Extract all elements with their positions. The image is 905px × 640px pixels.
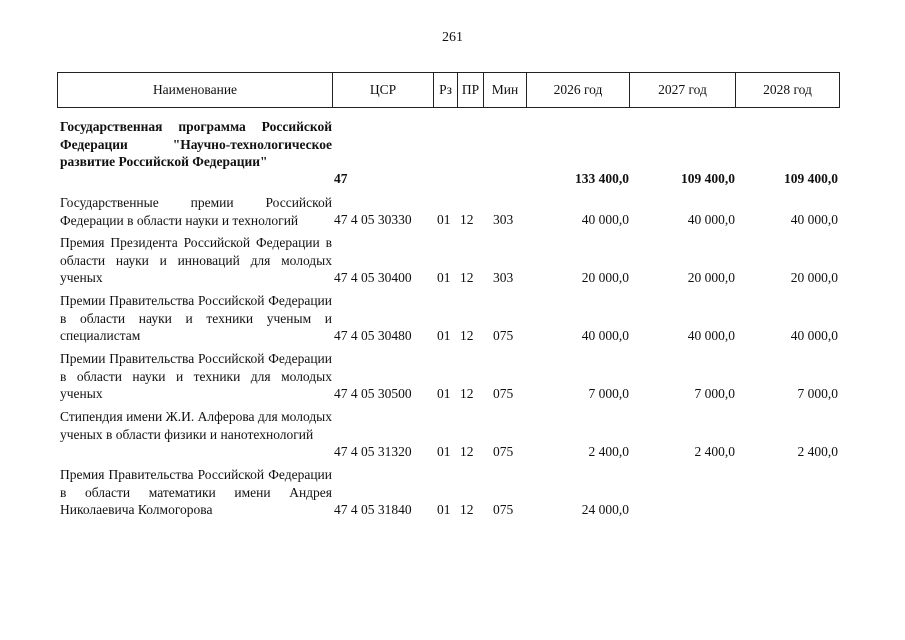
row-csr: 47 4 05 30480 (334, 328, 412, 344)
row-csr: 47 4 05 31320 (334, 444, 412, 460)
row-2028: 109 400,0 (784, 171, 838, 187)
row-csr: 47 4 05 31840 (334, 502, 412, 518)
row-rz: 01 (437, 502, 451, 518)
row-min: 303 (493, 270, 514, 286)
row-2028: 40 000,0 (790, 328, 838, 344)
row-rz: 01 (437, 328, 451, 344)
row-2027: 20 000,0 (687, 270, 735, 286)
row-2028: 40 000,0 (790, 212, 838, 228)
row-name: Премии Правительства Российской Федерации в области науки и техники ученым и специалистам (60, 293, 332, 344)
column-header-rz: Рз (434, 73, 458, 108)
row-2027: 40 000,0 (687, 212, 735, 228)
row-min: 075 (493, 328, 514, 344)
row-min: 075 (493, 386, 514, 402)
row-min: 075 (493, 444, 514, 460)
row-pr: 12 (460, 270, 474, 286)
row-min: 303 (493, 212, 514, 228)
row-csr: 47 (334, 171, 348, 187)
table-row (57, 292, 839, 345)
row-2027: 40 000,0 (687, 328, 735, 344)
row-name: Государственные премии Российской Федерации в области науки и технологий (60, 195, 332, 228)
row-2026: 24 000,0 (581, 502, 629, 518)
row-name: Государственная программа Российской Федерации "Научно-технологическое развитие Российской Федерации" (60, 119, 332, 170)
column-header-2026: 2026 год (527, 73, 630, 108)
row-csr: 47 4 05 30500 (334, 386, 412, 402)
row-name: Премия Правительства Российской Федерации в области математики имени Андрея Николаевича Колмогорова (60, 467, 332, 518)
row-pr: 12 (460, 444, 474, 460)
row-name: Премия Президента Российской Федерации в области науки и инноваций для молодых ученых (60, 235, 332, 286)
row-rz: 01 (437, 386, 451, 402)
column-header-pr: ПР (458, 73, 484, 108)
row-name: Премии Правительства Российской Федерации в области науки и техники для молодых ученых (60, 351, 332, 402)
row-pr: 12 (460, 386, 474, 402)
row-2026: 133 400,0 (575, 171, 629, 187)
table-row (57, 234, 839, 287)
column-header-min: Мин (484, 73, 527, 108)
table-header (57, 72, 840, 108)
table-row (57, 408, 839, 461)
row-2026: 40 000,0 (581, 212, 629, 228)
row-2026: 40 000,0 (581, 328, 629, 344)
row-2026: 2 400,0 (588, 444, 629, 460)
row-2026: 20 000,0 (581, 270, 629, 286)
table-row (57, 194, 839, 229)
row-name: Стипендия имени Ж.И. Алферова для молодых ученых в области физики и нанотехнологий (60, 409, 333, 442)
table-row (57, 350, 839, 403)
row-2027: 109 400,0 (681, 171, 735, 187)
row-pr: 12 (460, 502, 474, 518)
row-2027: 2 400,0 (694, 444, 735, 460)
row-rz: 01 (437, 212, 451, 228)
row-pr: 12 (460, 212, 474, 228)
column-header-2028: 2028 год (736, 73, 840, 108)
column-header-csr: ЦСР (333, 73, 434, 108)
row-rz: 01 (437, 270, 451, 286)
column-header-2027: 2027 год (630, 73, 736, 108)
row-csr: 47 4 05 30400 (334, 270, 412, 286)
page-number: 261 (442, 30, 463, 45)
row-rz: 01 (437, 444, 451, 460)
row-2026: 7 000,0 (588, 386, 629, 402)
row-2027: 7 000,0 (694, 386, 735, 402)
row-2028: 20 000,0 (790, 270, 838, 286)
row-2028: 7 000,0 (797, 386, 838, 402)
row-csr: 47 4 05 30330 (334, 212, 412, 228)
table-row (57, 466, 839, 519)
table-row (57, 118, 839, 188)
row-min: 075 (493, 502, 514, 518)
row-2028: 2 400,0 (797, 444, 838, 460)
column-header-name: Наименование (58, 73, 333, 108)
row-pr: 12 (460, 328, 474, 344)
